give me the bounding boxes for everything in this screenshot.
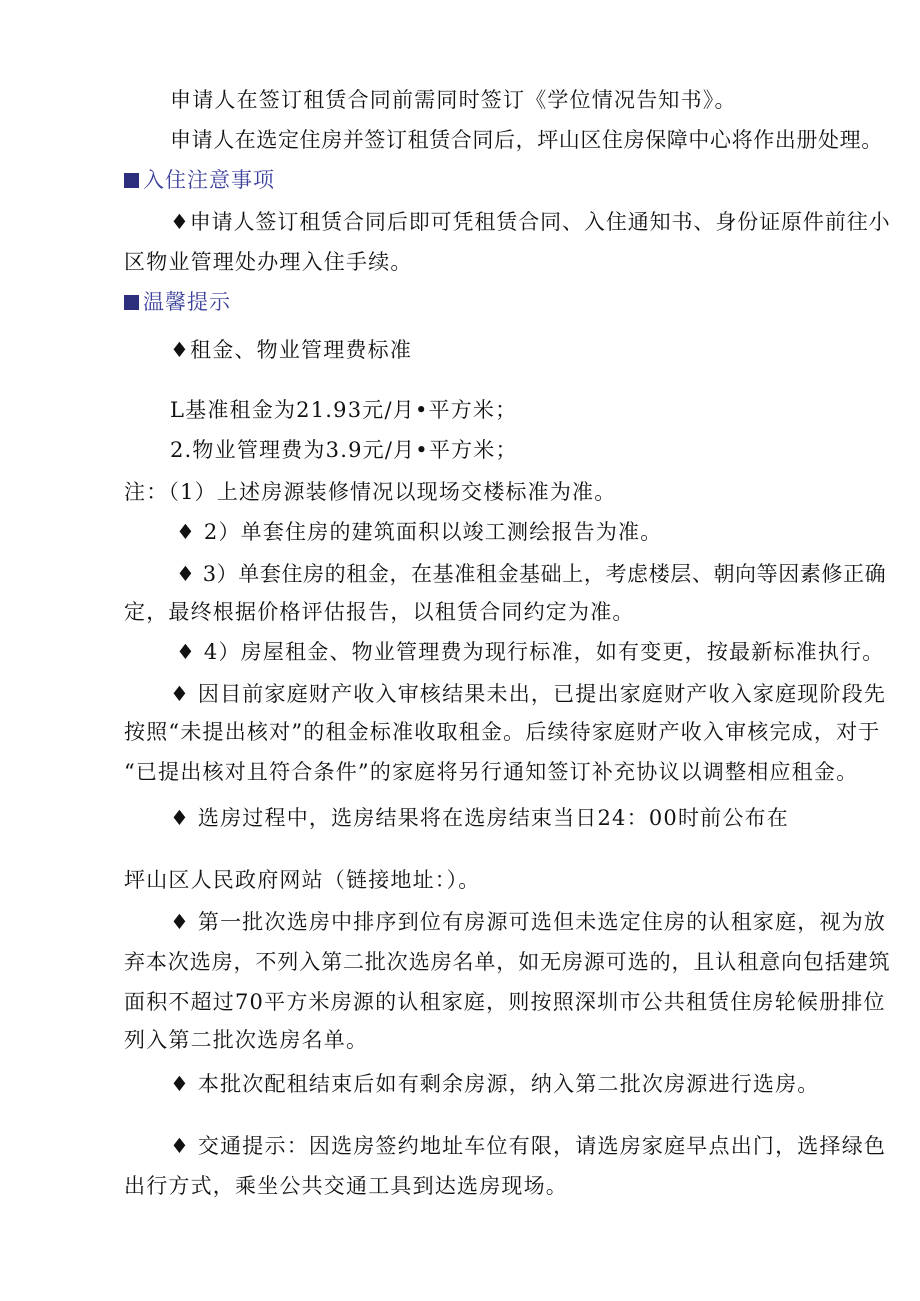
paragraph-line: 按照“未提出核对”的租金标准收取租金。后续待家庭财产收入审核完成，对于 [124, 720, 881, 744]
paragraph-line: “已提出核对且符合条件”的家庭将另行通知签订补充协议以调整相应租金。 [124, 760, 859, 784]
paragraph-line: 区物业管理处办理入住手续。 [124, 250, 413, 274]
paragraph-line: ♦ 选房过程中，选房结果将在选房结束当日24：00时前公布在 [170, 806, 789, 830]
section-heading-text: 温馨提示 [143, 290, 231, 314]
paragraph-line: ♦ 交通提示：因选房签约地址车位有限，请选房家庭早点出门，选择绿色 [170, 1134, 887, 1158]
paragraph-line: 列入第二批次选房名单。 [124, 1028, 369, 1052]
square-bullet-icon [124, 173, 139, 188]
section-heading-tips [124, 288, 231, 316]
paragraph-line: ♦ 2）单套住房的建筑面积以竣工测绘报告为准。 [176, 520, 663, 544]
square-bullet-icon [124, 295, 139, 310]
paragraph-line: ♦ 本批次配租结束后如有剩余房源，纳入第二批次房源进行选房。 [170, 1072, 820, 1096]
paragraph-line: ♦租金、物业管理费标准 [170, 338, 413, 362]
paragraph-line: 申请人在签订租赁合同前需同时签订《学位情况告知书》。 [170, 88, 737, 112]
paragraph-line: 弃本次选房，不列入第二批次选房名单，如无房源可选的，且认租意向包括建筑 [124, 950, 891, 974]
paragraph-line: ♦ 因目前家庭财产收入审核结果未出，已提出家庭财产收入家庭现阶段先 [170, 682, 887, 706]
paragraph-line: 定，最终根据价格评估报告，以租赁合同约定为准。 [124, 600, 635, 624]
section-heading-text: 入住注意事项 [143, 168, 275, 192]
paragraph-line: ♦ 3）单套住房的租金，在基准租金基础上，考虑楼层、朝向等因素修正确 [176, 562, 887, 586]
paragraph-line: 出行方式，乘坐公共交通工具到达选房现场。 [124, 1174, 568, 1198]
paragraph-line: 面积不超过70平方米房源的认租家庭，则按照深圳市公共租赁住房轮候册排位 [124, 990, 886, 1014]
paragraph-line: ♦ 4）房屋租金、物业管理费为现行标准，如有变更，按最新标准执行。 [176, 640, 885, 664]
paragraph-line: ♦申请人签订租赁合同后即可凭租赁合同、入住通知书、身份证原件前往小 [170, 210, 891, 234]
paragraph-line: ♦ 第一批次选房中排序到位有房源可选但未选定住房的认租家庭，视为放 [170, 910, 887, 934]
paragraph-line: 坪山区人民政府网站（链接地址：）。 [124, 868, 481, 892]
paragraph-line: 2.物业管理费为3.9元/月•平方米； [170, 438, 518, 462]
paragraph-line: 注：（1）上述房源装修情况以现场交楼标准为准。 [124, 480, 617, 504]
section-heading-checkin [124, 166, 275, 194]
paragraph-line: L基准租金为21.93元/月•平方米； [170, 398, 518, 422]
paragraph-line: 申请人在选定住房并签订租赁合同后，坪山区住房保障中心将作出册处理。 [170, 128, 883, 152]
